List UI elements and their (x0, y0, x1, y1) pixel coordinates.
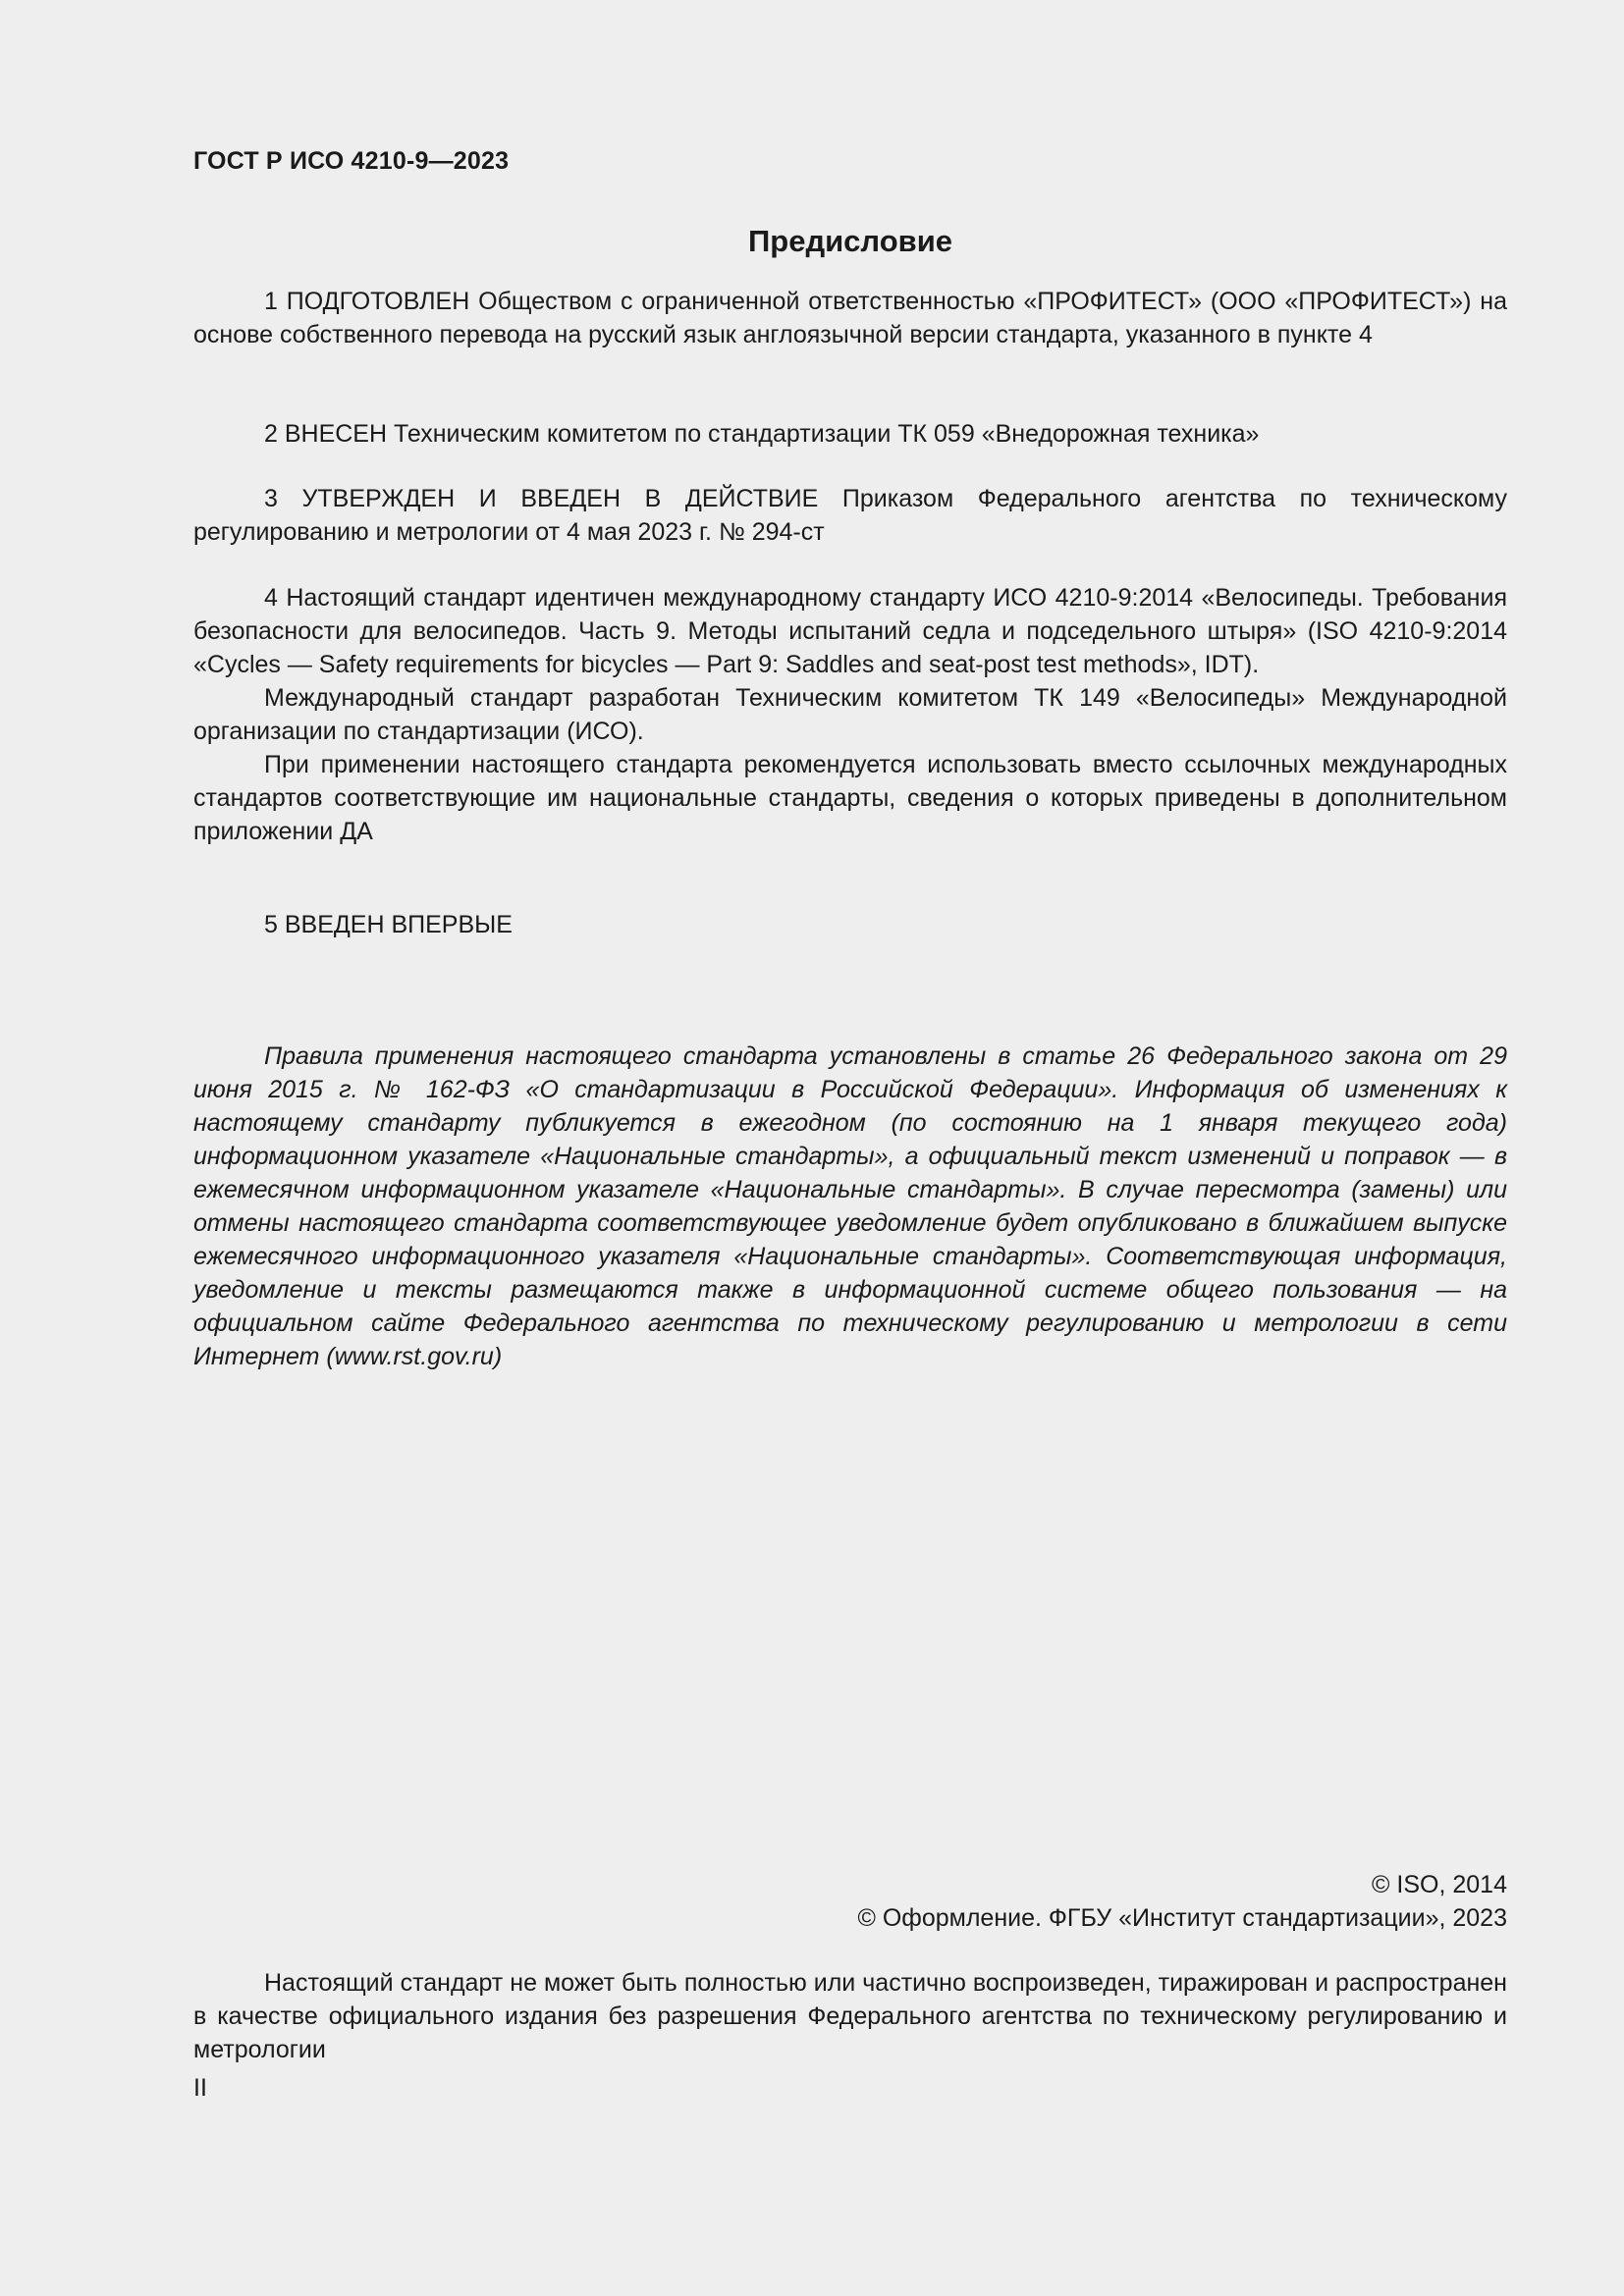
rules-note-text: Правила применения настоящего стандарта установлены в статье 26 Федерального закона от 29 июня 2015 г. № 162-ФЗ «О стандартизации в Российской Федерации». Информация об изменениях к настоящему стандарту публикуется в ежегодном (по состоянию на 1 января текущего года) информационном указателе «Национальные стандарты», а официальный текст изменений и поправок — в ежемесячном информационном указателе «Национальные стандарты». В случае пересмотра (замены) или отмены настоящего стандарта соответствующее уведомление будет опубликовано в ближайшем выпуске ежемесячного информационного указателя «Национальные стандарты». Соответствующая информация, уведомление и тексты размещаются также в информационной системе общего пользования — на официальном сайте Федерального агентства по техническому регулированию и метрологии в сети Интернет (www.rst.gov.ru) (193, 1042, 1507, 1370)
page-title: Предисловие (747, 224, 952, 258)
item-1 (193, 285, 1507, 351)
item-2-text: 2 ВНЕСЕН Техническим комитетом по стандартизации ТК 059 «Внедорожная техника» (264, 420, 1260, 448)
item-4 (193, 581, 1507, 848)
item-4-paragraph-3: При применении настоящего стандарта рекомендуется использовать вместо ссылочных международных стандартов соответствующие им национальные стандарты, сведения о которых приведены в дополнительном приложении ДА (193, 751, 1507, 845)
item-2 (193, 417, 1507, 451)
copyright-design: © Оформление. ФГБУ «Институт стандартизации», 2023 (857, 1904, 1507, 1932)
item-4-text: 4 Настоящий стандарт идентичен международному стандарту ИСО 4210-9:2014 «Велосипеды. Требования безопасности для велосипедов. Часть 9. Методы испытаний седла и подседельного штыря» (ISO 4210-9:2014 «Cycles — Safety requirements for bicycles — Part 9: Saddles and seat-post test methods», IDT). (193, 584, 1507, 678)
item-5-text: 5 ВВЕДЕН ВПЕРВЫЕ (264, 911, 513, 938)
copyright-block (193, 1868, 1507, 1935)
item-3 (193, 482, 1507, 549)
item-5 (193, 908, 1507, 941)
reproduction-notice-text: Настоящий стандарт не может быть полностью или частично воспроизведен, тиражирован и распространен в качестве официального издания без разрешения Федерального агентства по техническому регулированию и метрологии (193, 1969, 1507, 2063)
item-1-text: 1 ПОДГОТОВЛЕН Обществом с ограниченной ответственностью «ПРОФИТЕСТ» (ООО «ПРОФИТЕСТ») на основе собственного перевода на русский язык англоязычной версии стандарта, указанного в пункте 4 (193, 288, 1507, 348)
rules-note (193, 1040, 1507, 1373)
copyright-iso: © ISO, 2014 (1372, 1871, 1507, 1898)
page-number: II (193, 2074, 207, 2102)
item-3-text: 3 УТВЕРЖДЕН И ВВЕДЕН В ДЕЙСТВИЕ Приказом Федерального агентства по техническому регулированию и метрологии от 4 мая 2023 г. № 294-ст (193, 485, 1507, 546)
reproduction-notice (193, 1966, 1507, 2066)
standard-code: ГОСТ Р ИСО 4210-9—2023 (193, 147, 510, 175)
item-4-paragraph-2: Международный стандарт разработан Техническим комитетом ТК 149 «Велосипеды» Международной организации по стандартизации (ИСО). (193, 684, 1507, 745)
